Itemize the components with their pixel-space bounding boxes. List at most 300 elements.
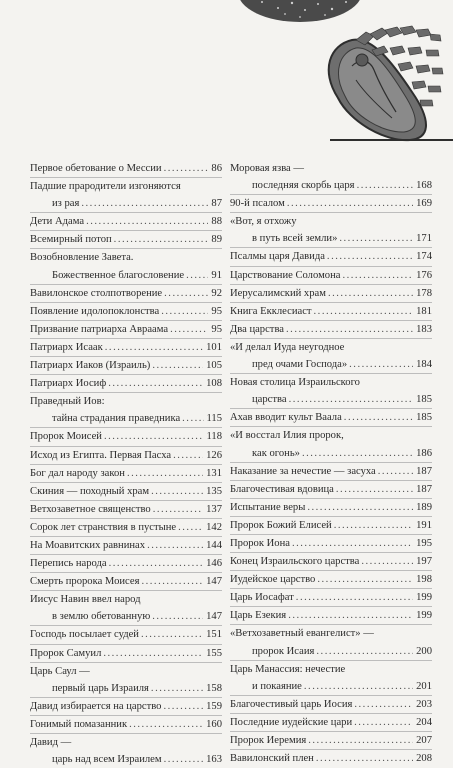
header-illustration xyxy=(0,0,453,150)
toc-entry-line xyxy=(30,645,222,662)
toc-entry-line xyxy=(230,195,432,212)
toc-page-number: 158 xyxy=(206,682,222,694)
toc-entry-line xyxy=(30,447,222,464)
toc-entry-title: На Моавитских равнинах xyxy=(30,539,146,551)
toc-leader-dots xyxy=(354,696,413,713)
toc-entry-line xyxy=(30,698,222,715)
toc-entry-line xyxy=(30,751,222,768)
toc-entry-line xyxy=(30,267,222,284)
toc-leader-dots xyxy=(104,428,204,445)
toc-leader-dots xyxy=(289,391,414,408)
toc-leader-dots xyxy=(317,571,413,588)
toc-leader-dots xyxy=(327,248,413,265)
toc-leader-dots xyxy=(182,410,203,427)
toc-entry-line xyxy=(230,267,432,284)
toc-entry-title: Царствование Соломона xyxy=(230,269,341,281)
toc-entry-line xyxy=(230,535,432,552)
toc-leader-dots xyxy=(173,447,203,464)
toc-entry xyxy=(230,713,432,731)
toc-entry-title: Пророк Самуил xyxy=(30,647,102,659)
toc-leader-dots xyxy=(344,409,413,426)
toc-entry-title: Иудейское царство xyxy=(230,574,316,586)
toc-entry-title: Давид избирается на царство xyxy=(30,700,162,712)
toc-page-number: 187 xyxy=(416,483,432,495)
toc-entry-title: Конец Израильского царства xyxy=(230,556,360,568)
toc-leader-dots xyxy=(81,195,208,212)
toc-entry-title: в землю обетованную xyxy=(52,611,151,623)
toc-leader-dots xyxy=(186,267,208,284)
toc-entry-line xyxy=(30,375,222,392)
toc-entry-line xyxy=(230,409,432,426)
toc-leader-dots xyxy=(163,698,203,715)
toc-entry-line xyxy=(30,231,222,248)
toc-entry-line xyxy=(230,499,432,516)
toc-entry-title: Патриарх Иосиф xyxy=(30,378,107,390)
toc-entry-title: Божественное благословение xyxy=(52,269,185,281)
toc-leader-dots xyxy=(314,303,414,320)
toc-page-number: 159 xyxy=(206,700,222,712)
toc-entry-line xyxy=(230,481,432,498)
toc-leader-dots xyxy=(105,339,203,356)
toc-entry xyxy=(30,177,222,212)
toc-page-number: 151 xyxy=(206,629,222,641)
toc-page-number: 92 xyxy=(211,287,222,299)
toc-page-number: 137 xyxy=(206,503,222,515)
toc-entry-title: «Вот, я отхожу xyxy=(230,216,297,228)
toc-leader-dots xyxy=(316,643,413,660)
toc-page-number: 160 xyxy=(206,718,222,730)
toc-entry-line xyxy=(30,501,222,518)
toc-entry-line xyxy=(30,716,222,733)
toc-entry xyxy=(30,230,222,248)
toc-entry xyxy=(30,374,222,392)
toc-page-number: 204 xyxy=(416,716,432,728)
toc-page-number: 118 xyxy=(206,431,222,443)
toc-page-number: 101 xyxy=(206,341,222,353)
toc-entry xyxy=(230,408,432,426)
toc-entry xyxy=(30,644,222,662)
toc-entry xyxy=(30,590,222,625)
toc-entry-title: Пророк Божий Елисей xyxy=(230,519,332,531)
toc-page-number: 183 xyxy=(416,323,432,335)
toc-entry-line xyxy=(230,248,432,265)
toc-entry-title: царства xyxy=(252,394,287,406)
toc-entry-line xyxy=(230,517,432,534)
toc-entry xyxy=(230,462,432,480)
toc-page-number: 174 xyxy=(416,251,432,263)
toc-page-number: 185 xyxy=(416,394,432,406)
toc-entry-title: Падшие прародители изгоняются xyxy=(30,181,181,193)
toc-page-number: 208 xyxy=(416,753,432,765)
toc-leader-dots xyxy=(109,555,203,572)
toc-entry-line xyxy=(30,663,222,680)
toc-entry-line xyxy=(30,608,222,625)
toc-leader-dots xyxy=(316,750,413,767)
toc-entry-title: Испытание веры xyxy=(230,501,306,513)
toc-leader-dots xyxy=(307,499,413,516)
toc-entry-title: как огонь» xyxy=(252,447,300,459)
toc-entry-title: царь над всем Израилем xyxy=(52,754,162,766)
toc-entry-title: «И делал Иуда неугодное xyxy=(230,341,345,353)
toc-entry xyxy=(230,516,432,534)
toc-entry-title: Исход из Египта. Первая Пасха xyxy=(30,449,172,461)
toc-entry xyxy=(30,302,222,320)
toc-entry xyxy=(30,697,222,715)
toc-leader-dots xyxy=(161,303,208,320)
toc-leader-dots xyxy=(153,501,203,518)
toc-entry-title: Пророк Иона xyxy=(230,537,290,549)
toc-entry-title: последняя скорбь царя xyxy=(252,180,355,192)
toc-entry xyxy=(30,392,222,427)
toc-entry-line xyxy=(230,177,432,194)
toc-leader-dots xyxy=(164,285,208,302)
toc-page-number: 89 xyxy=(211,234,222,246)
toc-entry-line xyxy=(30,178,222,195)
toc-entry-title: Первое обетование о Мессии xyxy=(30,163,162,174)
toc-page-number: 178 xyxy=(416,287,432,299)
toc-entry xyxy=(30,212,222,230)
toc-entry-line xyxy=(230,571,432,588)
toc-entry xyxy=(30,518,222,536)
toc-leader-dots xyxy=(304,678,413,695)
toc-page-number: 195 xyxy=(416,537,432,549)
toc-leader-dots xyxy=(349,356,413,373)
toc-page-number: 131 xyxy=(206,467,222,479)
toc-entry-title: Царь Иосафат xyxy=(230,592,294,604)
toc-entry-title: тайна страдания праведника xyxy=(52,413,181,425)
toc-entry-line xyxy=(30,537,222,554)
toc-page-number: 135 xyxy=(206,485,222,497)
toc-entry xyxy=(230,498,432,516)
toc-entry-line xyxy=(30,734,222,751)
toc-entry xyxy=(30,536,222,554)
toc-page-number: 142 xyxy=(206,521,222,533)
toc-entry-line xyxy=(30,303,222,320)
toc-entry-title: Пророк Иеремия xyxy=(230,735,307,746)
toc-entry-line xyxy=(30,465,222,482)
toc-page-number: 191 xyxy=(416,519,432,531)
toc-page-number: 144 xyxy=(206,539,222,551)
toc-page-number: 187 xyxy=(416,465,432,477)
toc-entry xyxy=(230,160,432,194)
toc-page-number: 189 xyxy=(416,501,432,513)
toc-entry-title: «И восстал Илия пророк, xyxy=(230,430,344,442)
toc-entry xyxy=(230,212,432,247)
toc-entry-line xyxy=(230,678,432,695)
toc-page-number: 147 xyxy=(206,611,222,623)
toc-entry-line xyxy=(230,750,432,767)
toc-entry xyxy=(30,446,222,464)
toc-leader-dots xyxy=(151,483,203,500)
toc-entry-line xyxy=(230,391,432,408)
toc-entry-line xyxy=(230,445,432,462)
toc-entry xyxy=(230,320,432,338)
toc-entry-title: Праведный Иов: xyxy=(30,396,105,408)
toc-leader-dots xyxy=(287,195,413,212)
toc-leader-dots xyxy=(334,517,413,534)
toc-entry-title: Появление идолопоклонства xyxy=(30,305,160,317)
toc-entry xyxy=(30,356,222,374)
toc-entry xyxy=(30,554,222,572)
toc-page-number: 155 xyxy=(206,647,222,659)
toc-entry xyxy=(230,426,432,461)
toc-entry-line xyxy=(30,483,222,500)
toc-entry xyxy=(230,552,432,570)
toc-entry xyxy=(230,534,432,552)
toc-page-number: 199 xyxy=(416,610,432,622)
toc-entry-line xyxy=(230,696,432,713)
toc-entry-line xyxy=(30,428,222,445)
toc-page-number: 146 xyxy=(206,558,222,570)
toc-page-number: 115 xyxy=(206,413,222,425)
toc-entry-line xyxy=(30,213,222,230)
toc-entry-title: Дети Адама xyxy=(30,216,85,228)
toc-entry-title: Давид — xyxy=(30,737,72,748)
toc-page-number: 199 xyxy=(416,592,432,604)
toc-page-number: 171 xyxy=(416,233,432,245)
toc-leader-dots xyxy=(114,231,209,248)
toc-entry xyxy=(30,427,222,445)
toc-entry xyxy=(30,733,222,768)
toc-entry-line xyxy=(30,626,222,643)
toc-page-number: 95 xyxy=(211,305,222,317)
toc-entry xyxy=(230,695,432,713)
toc-page-number: 169 xyxy=(416,198,432,210)
toc-leader-dots xyxy=(328,285,413,302)
toc-leader-dots xyxy=(308,732,413,749)
toc-page-number: 105 xyxy=(206,360,222,372)
toc-entry-line xyxy=(230,589,432,606)
toc-entry-title: Призвание патриарха Авраама xyxy=(30,323,169,335)
toc-entry-title: Возобновление Завета. xyxy=(30,252,134,264)
toc-entry-title: «Ветхозаветный евангелист» — xyxy=(230,628,374,640)
toc-entry-title: Пророк Моисей xyxy=(30,431,102,443)
toc-leader-dots xyxy=(147,537,203,554)
toc-leader-dots xyxy=(141,573,203,590)
toc-page-number: 86 xyxy=(211,163,222,174)
toc-entry xyxy=(230,284,432,302)
toc-entry-title: из рая xyxy=(52,198,80,210)
toc-entry-title: Бог дал народу закон xyxy=(30,467,125,479)
toc-entry-line xyxy=(230,339,432,356)
toc-entry xyxy=(230,731,432,749)
toc-entry-title: Ахав вводит культ Ваала xyxy=(230,412,342,424)
toc-entry-line xyxy=(230,213,432,230)
toc-entry-title: Наказание за нечестие — засуха xyxy=(230,465,376,477)
toc-page-number: 197 xyxy=(416,556,432,568)
toc-entry-title: и покаяние xyxy=(252,680,302,692)
toc-entry-title: Благочестивая вдовица xyxy=(230,483,334,495)
toc-entry-line xyxy=(230,625,432,642)
toc-entry-line xyxy=(230,607,432,624)
toc-entry-title: Новая столица Израильского xyxy=(230,377,360,389)
toc-leader-dots xyxy=(354,714,413,731)
toc-entry-line xyxy=(230,303,432,320)
toc-entry-title: Патриарх Исаак xyxy=(30,341,103,353)
toc-page-number: 88 xyxy=(211,216,222,228)
toc-page-number: 126 xyxy=(206,449,222,461)
toc-entry-line xyxy=(30,160,222,177)
toc-entry-title: Ветхозаветное священство xyxy=(30,503,151,515)
toc-entry-title: первый царь Израиля xyxy=(52,682,149,694)
toc-entry-line xyxy=(30,519,222,536)
toc-entry-title: Перепись народа xyxy=(30,558,107,570)
toc-entry-line xyxy=(30,393,222,410)
toc-entry xyxy=(230,373,432,408)
toc-entry xyxy=(230,247,432,265)
toc-entry xyxy=(230,338,432,373)
toc-entry-line xyxy=(30,249,222,266)
toc-entry xyxy=(230,624,432,659)
toc-leader-dots xyxy=(288,607,413,624)
toc-entry-line xyxy=(30,680,222,697)
toc-page-number: 200 xyxy=(416,645,432,657)
toc-leader-dots xyxy=(164,751,204,768)
toc-entry-line xyxy=(30,573,222,590)
toc-page-number: 87 xyxy=(211,198,222,210)
toc-page-number: 163 xyxy=(206,754,222,766)
toc-page-number: 185 xyxy=(416,412,432,424)
toc-leader-dots xyxy=(164,160,209,177)
toc-entry-line xyxy=(230,553,432,570)
toc-entry-title: Смерть пророка Моисея xyxy=(30,576,140,588)
toc-entry-title: Царь Манассия: нечестие xyxy=(230,663,346,675)
toc-leader-dots xyxy=(378,463,413,480)
toc-entry-title: Сорок лет странствия в пустыне xyxy=(30,521,177,533)
toc-entry xyxy=(230,266,432,284)
toc-entry xyxy=(30,572,222,590)
toc-page-number: 184 xyxy=(416,359,432,371)
toc-entry-line xyxy=(230,661,432,678)
toc-entry-title: Гонимый помазанник xyxy=(30,718,128,730)
toc-entry xyxy=(230,606,432,624)
toc-entry-line xyxy=(230,732,432,749)
toc-entry-line xyxy=(30,339,222,356)
toc-entry-line xyxy=(30,357,222,374)
toc-entry-title: Царь Саул — xyxy=(30,665,90,677)
toc-entry-line xyxy=(30,285,222,302)
toc-leader-dots xyxy=(141,626,203,643)
toc-entry-line xyxy=(230,321,432,338)
toc-leader-dots xyxy=(103,645,203,662)
toc-entry xyxy=(30,160,222,177)
toc-entry xyxy=(230,302,432,320)
toc-leader-dots xyxy=(339,230,413,247)
toc-page-number: 95 xyxy=(211,323,222,335)
toc-page-number: 168 xyxy=(416,180,432,192)
toc-entry-title: Скиния — походный храм xyxy=(30,485,150,497)
toc-entry xyxy=(30,320,222,338)
toc-entry xyxy=(30,482,222,500)
toc-entry xyxy=(30,464,222,482)
toc-entry-line xyxy=(230,714,432,731)
toc-entry xyxy=(30,715,222,733)
toc-leader-dots xyxy=(336,481,413,498)
toc-entry-title: Господь посылает судей xyxy=(30,629,139,641)
toc-entry-title: Иисус Навин ввел народ xyxy=(30,594,141,606)
toc-entry xyxy=(230,570,432,588)
starry-medallion-icon xyxy=(238,0,362,22)
toc-leader-dots xyxy=(170,321,208,338)
toc-leader-dots xyxy=(152,357,203,374)
toc-entry xyxy=(30,338,222,356)
toc-entry-title: пророк Исаия xyxy=(252,645,315,657)
toc-page-number: 198 xyxy=(416,574,432,586)
toc-page-number: 201 xyxy=(416,680,432,692)
toc-entry-line xyxy=(230,285,432,302)
toc-entry xyxy=(30,500,222,518)
toc-entry-line xyxy=(230,160,432,177)
toc-entry-title: Всемирный потоп xyxy=(30,234,112,246)
toc-entry-title: Иерусалимский храм xyxy=(230,287,326,299)
toc-page-number: 186 xyxy=(416,447,432,459)
toc-leader-dots xyxy=(302,445,413,462)
toc-entry-title: Патриарх Иаков (Израиль) xyxy=(30,360,151,372)
toc-entry-title: Два царства xyxy=(230,323,285,335)
toc-entry-line xyxy=(230,356,432,373)
toc-entry-title: Вавилонское столпотворение xyxy=(30,287,163,299)
toc-entry-title: Последние иудейские цари xyxy=(230,716,353,728)
toc-entry-title: Благочестивый царь Иосия xyxy=(230,698,353,710)
toc-entry-line xyxy=(230,427,432,444)
toc-entry-title: Вавилонский плен xyxy=(230,753,314,765)
toc-entry-title: в путь всей земли» xyxy=(252,233,338,245)
toc-entry-line xyxy=(230,463,432,480)
toc-leader-dots xyxy=(152,608,203,625)
toc-leader-dots xyxy=(286,321,413,338)
toc-entry-line xyxy=(30,591,222,608)
toc-entry-line xyxy=(230,230,432,247)
toc-leader-dots xyxy=(108,375,203,392)
toc-entry-title: Моровая язва — xyxy=(230,163,304,174)
toc-page-number: 91 xyxy=(211,269,222,281)
toc-leader-dots xyxy=(151,680,203,697)
toc-right-column xyxy=(230,160,432,767)
toc-leader-dots xyxy=(342,267,413,284)
toc-entry xyxy=(30,284,222,302)
toc-page-number: 176 xyxy=(416,269,432,281)
toc-entry xyxy=(230,749,432,767)
toc-page-number: 207 xyxy=(416,735,432,746)
toc-page-number: 203 xyxy=(416,698,432,710)
toc-entry xyxy=(230,588,432,606)
toc-entry xyxy=(230,480,432,498)
toc-leader-dots xyxy=(127,465,203,482)
toc-entry xyxy=(30,625,222,643)
toc-entry-line xyxy=(230,374,432,391)
toc-entry-line xyxy=(30,555,222,572)
toc-page-number: 108 xyxy=(206,378,222,390)
toc-entry-title: Царь Езекия xyxy=(230,610,287,622)
toc-entry xyxy=(230,194,432,212)
toc-left-column xyxy=(30,160,222,768)
toc-page-number: 181 xyxy=(416,305,432,317)
toc-entry-line xyxy=(30,195,222,212)
toc-entry-title: Псалмы царя Давида xyxy=(230,251,325,263)
toc-leader-dots xyxy=(361,553,413,570)
toc-leader-dots xyxy=(129,716,203,733)
toc-leader-dots xyxy=(178,519,203,536)
toc-entry xyxy=(30,662,222,697)
toc-entry-title: 90-й псалом xyxy=(230,198,285,210)
toc-leader-dots xyxy=(357,177,414,194)
toc-entry-line xyxy=(230,643,432,660)
toc-leader-dots xyxy=(296,589,413,606)
toc-entry-line xyxy=(30,321,222,338)
toc-page-number: 147 xyxy=(206,576,222,588)
toc-leader-dots xyxy=(86,213,208,230)
toc-entry-line xyxy=(30,410,222,427)
